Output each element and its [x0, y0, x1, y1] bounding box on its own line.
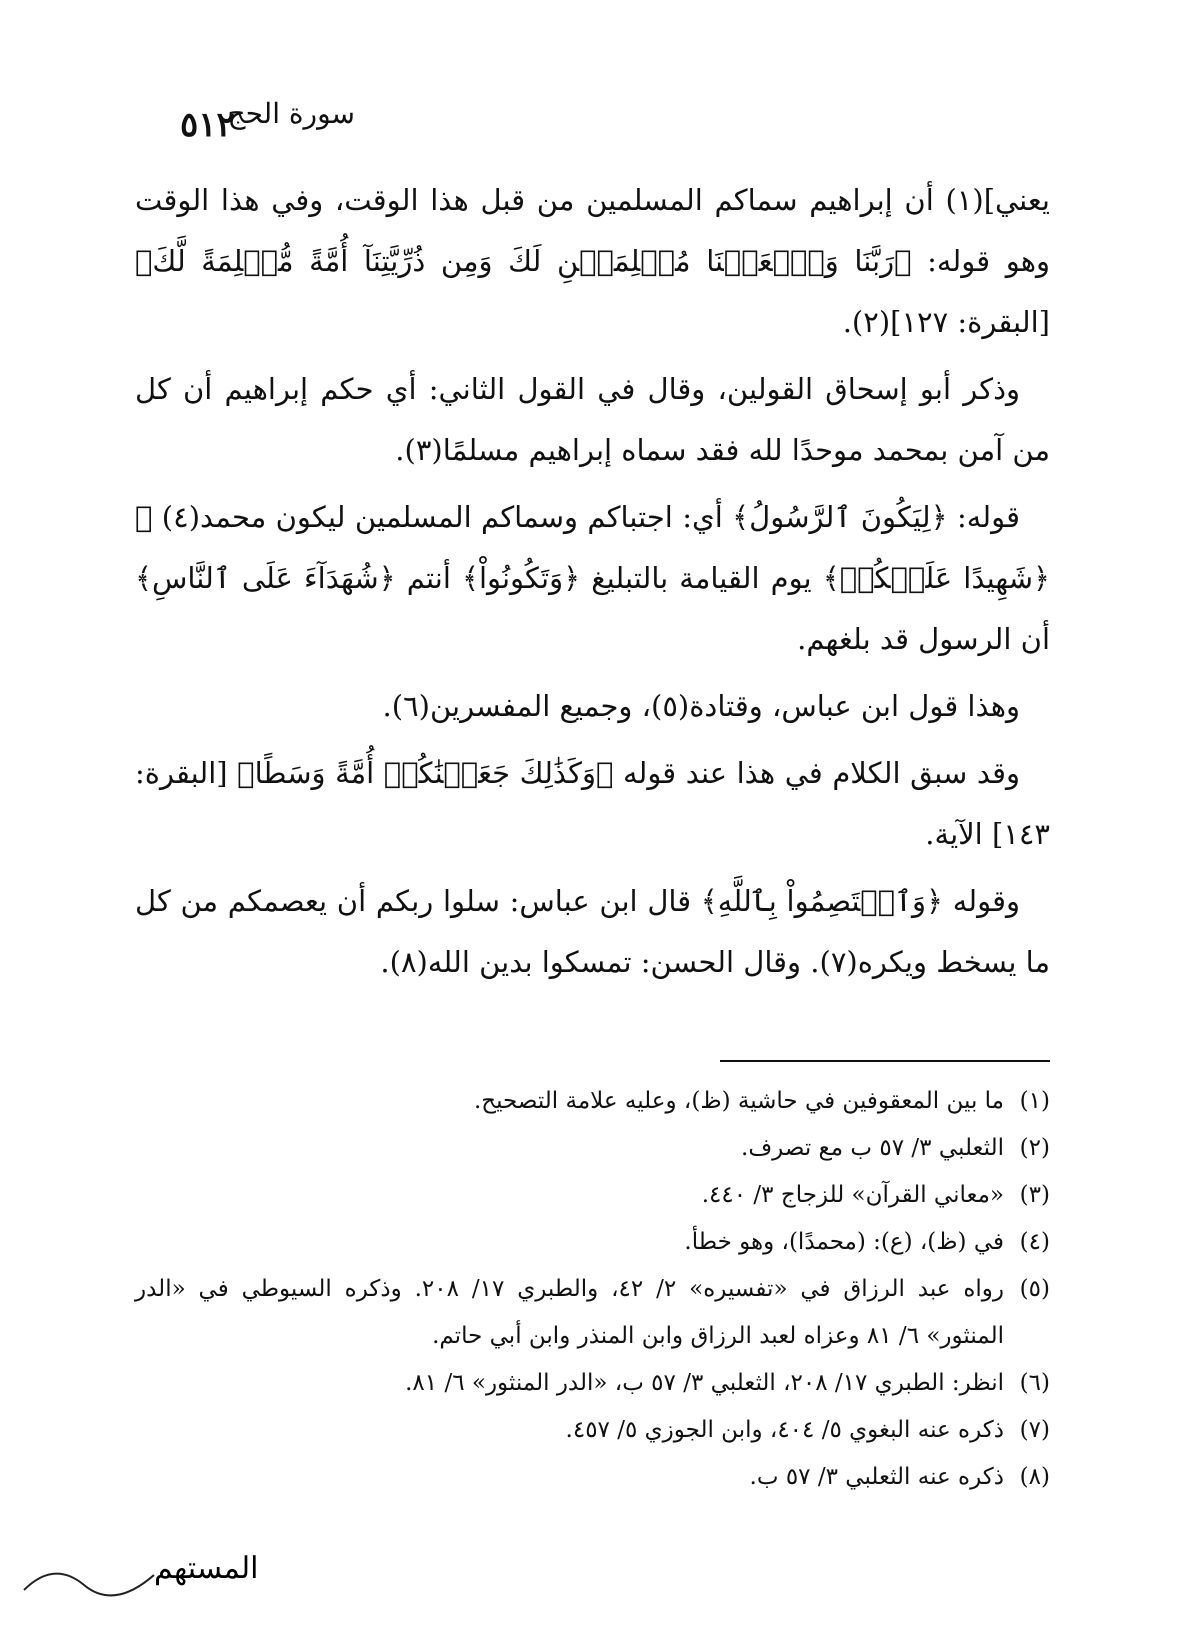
footnote: [135, 1125, 1050, 1172]
footnote-text: ذكره عنه الثعلبي ٣/ ٥٧ ب.: [749, 1464, 1004, 1490]
paragraph: يعني](١) أن إبراهيم سماكم المسلمين من قبل هذا الوقت، وفي هذا الوقت وهو قوله: ﴿رَبَّنَا وَٱجۡعَلۡنَا مُسۡلِمَيۡنِ لَكَ وَمِن ذُرِّيَّتِنَآ أُمَّةً مُّسۡلِمَةً لَّكَ﴾ [البقرة: ١٢٧](٢).: [135, 183, 1050, 339]
footnote-number: (٣): [1019, 1182, 1050, 1208]
footnote-text: ما بين المعقوفين في حاشية (ظ)، وعليه علامة التصحيح.: [473, 1088, 1004, 1114]
footnote-text: في (ظ)، (ع): (محمدًا)، وهو خطأ.: [684, 1229, 1004, 1255]
watermark-swash: [24, 1574, 154, 1596]
footnote-number: (٤): [1019, 1229, 1050, 1255]
footnote-text: الثعلبي ٣/ ٥٧ ب مع تصرف.: [741, 1135, 1004, 1161]
footnote-separator: [720, 1060, 1050, 1062]
footnote-text: «معاني القرآن» للزجاج ٣/ ٤٤٠.: [701, 1182, 1004, 1208]
footnote: [135, 1407, 1050, 1454]
paragraph: وهذا قول ابن عباس، وقتادة(٥)، وجميع المفسرين(٦).: [382, 689, 1020, 723]
surah-title: سورة الحج: [227, 97, 355, 130]
watermark-text: المستهم: [154, 1551, 259, 1586]
footnote-text: انظر: الطبري ١٧/ ٢٠٨، الثعلبي ٣/ ٥٧ ب، «الدر المنثور» ٦/ ٨١.: [405, 1370, 1004, 1396]
paragraph: قوله: ﴿لِيَكُونَ ٱلرَّسُولُ﴾ أي: اجتباكم وسماكم المسلمين ليكون محمد(٤) ﷺ ﴿شَهِيدًا عَلَيۡكُمۡ﴾ يوم القيامة بالتبليغ ﴿وَتَكُونُواْ﴾ أنتم ﴿شُهَدَآءَ عَلَى ٱلنَّاسِ﴾ أن الرسول قد بلغهم.: [135, 500, 1050, 656]
footnote: [135, 1454, 1050, 1501]
footnote-number: (٧): [1019, 1417, 1050, 1443]
footnote-text: رواه عبد الرزاق في «تفسيره» ٢/ ٤٢، والطبري ١٧/ ٢٠٨. وذكره السيوطي في «الدر المنثور» ٦/ ٨١ وعزاه لعبد الرزاق وابن المنذر وابن أبي حاتم.: [135, 1276, 1005, 1349]
footnote-number: (٦): [1019, 1370, 1050, 1396]
watermark-logo: [14, 1530, 259, 1610]
footnote: [135, 1360, 1050, 1407]
paragraph: وقوله ﴿وَٱعۡتَصِمُواْ بِٱللَّهِ﴾ قال ابن عباس: سلوا ربكم أن يعصمكم من كل ما يسخط ويكره(٧). وقال الحسن: تمسكوا بدين الله(٨).: [135, 884, 1050, 979]
page-header: [0, 95, 1185, 145]
footnote: [135, 1266, 1050, 1360]
footnote: [135, 1172, 1050, 1219]
footnote-text: ذكره عنه البغوي ٥/ ٤٠٤، وابن الجوزي ٥/ ٤٥٧.: [565, 1417, 1004, 1443]
footnote-number: (٢): [1019, 1135, 1050, 1161]
footnote-number: (٥): [1019, 1276, 1050, 1302]
paragraph: وقد سبق الكلام في هذا عند قوله ﴿وَكَذَٰلِكَ جَعَلۡنَٰكُمۡ أُمَّةً وَسَطًا﴾ [البقرة: ١٤٣] الآية.: [135, 756, 1050, 851]
footnote-number: (٨): [1019, 1464, 1050, 1490]
footnotes: [135, 1078, 1050, 1501]
main-text: [135, 170, 1050, 999]
footnote: [135, 1219, 1050, 1266]
watermark-logo-graphic: [14, 1530, 259, 1610]
footnote-number: (١): [1019, 1088, 1050, 1114]
paragraph: وذكر أبو إسحاق القولين، وقال في القول الثاني: أي حكم إبراهيم أن كل من آمن بمحمد موحدًا لله فقد سماه إبراهيم مسلمًا(٣).: [135, 372, 1050, 467]
page-number: ٥١٢: [180, 105, 235, 145]
footnote: [135, 1078, 1050, 1125]
